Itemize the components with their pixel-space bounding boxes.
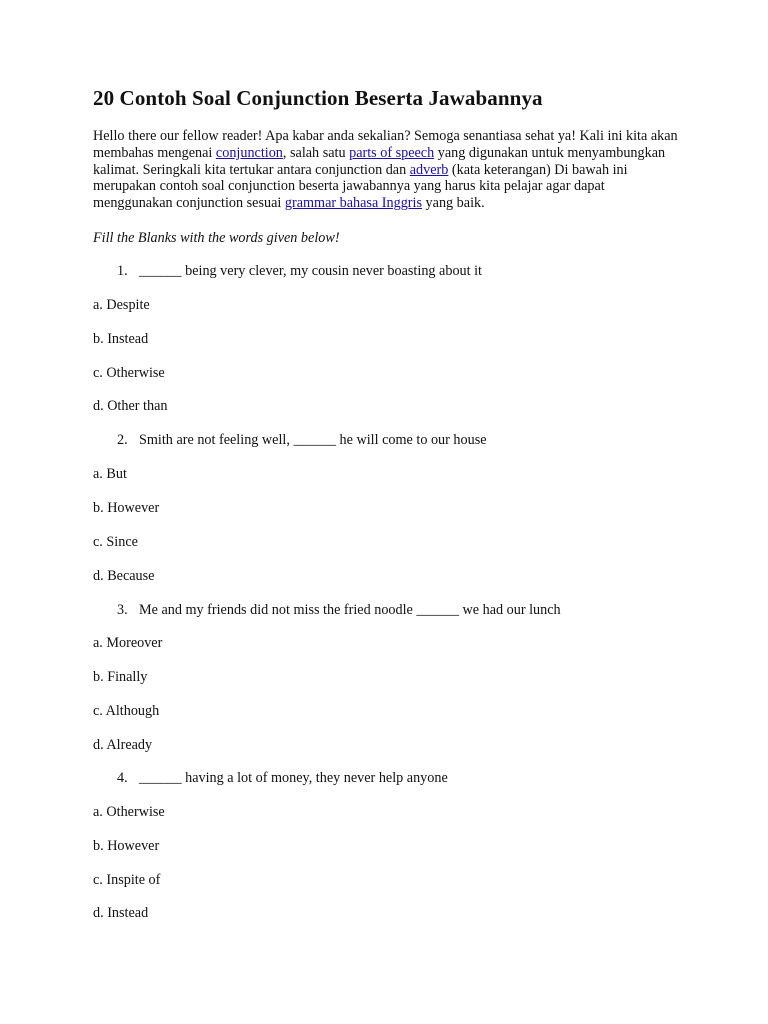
option-2d: d. Because — [93, 568, 155, 584]
question-4 — [117, 770, 448, 787]
option-3a: a. Moreover — [93, 635, 163, 651]
question-text: ______ being very clever, my cousin never boasting about it — [139, 263, 483, 279]
question-3 — [117, 602, 561, 619]
intro-paragraph — [93, 128, 683, 212]
option-2a: a. But — [93, 466, 127, 482]
option-3d: d. Already — [93, 737, 153, 753]
option-4c: c. Inspite of — [93, 872, 161, 888]
question-1 — [117, 263, 482, 280]
question-text: Smith are not feeling well, ______ he will come to our house — [139, 432, 487, 448]
intro-text-4: (kata keterangan) Di bawah ini merupakan contoh soal conjunction beserta jawabannya yang harus kita pelajar agar dapat menggunakan conjunction sesuai — [93, 161, 628, 212]
question-text: Me and my friends did not miss the fried noodle ______ we had our lunch — [139, 602, 561, 618]
link-grammar-bahasa-inggris[interactable]: grammar bahasa Inggris — [284, 195, 422, 212]
intro-text-5: yang baik. — [422, 195, 485, 212]
question-number: 1. — [117, 263, 128, 279]
question-number: 2. — [117, 432, 128, 448]
link-conjunction[interactable]: conjunction — [215, 144, 283, 161]
option-1b: b. Instead — [93, 331, 149, 347]
question-text: ______ having a lot of money, they never help anyone — [139, 770, 448, 786]
question-number: 3. — [117, 602, 128, 618]
question-number: 4. — [117, 770, 128, 786]
link-parts-of-speech[interactable]: parts of speech — [349, 144, 435, 161]
instruction-text: Fill the Blanks with the words given below! — [93, 230, 340, 246]
option-1d: d. Other than — [93, 398, 168, 414]
option-3c: c. Although — [93, 703, 160, 719]
link-adverb[interactable]: adverb — [409, 161, 449, 178]
option-2b: b. However — [93, 500, 160, 516]
question-2 — [117, 432, 487, 449]
intro-text-3: yang digunakan untuk menyambungkan kalimat. Seringkali kita tertukar antara conjunction dan — [93, 144, 666, 178]
option-1a: a. Despite — [93, 297, 150, 313]
option-4b: b. However — [93, 838, 160, 854]
intro-text-1: Hello there our fellow reader! Apa kabar anda sekalian? Semoga senantiasa sehat ya! Kali ini kita akan membahas mengenai — [93, 128, 678, 161]
option-1c: c. Otherwise — [93, 365, 165, 381]
page-title: 20 Contoh Soal Conjunction Beserta Jawabannya — [93, 86, 543, 110]
option-3b: b. Finally — [93, 669, 148, 685]
intro-text-2: , salah satu — [282, 144, 350, 161]
option-2c: c. Since — [93, 534, 138, 550]
option-4a: a. Otherwise — [93, 804, 165, 820]
option-4d: d. Instead — [93, 905, 149, 921]
